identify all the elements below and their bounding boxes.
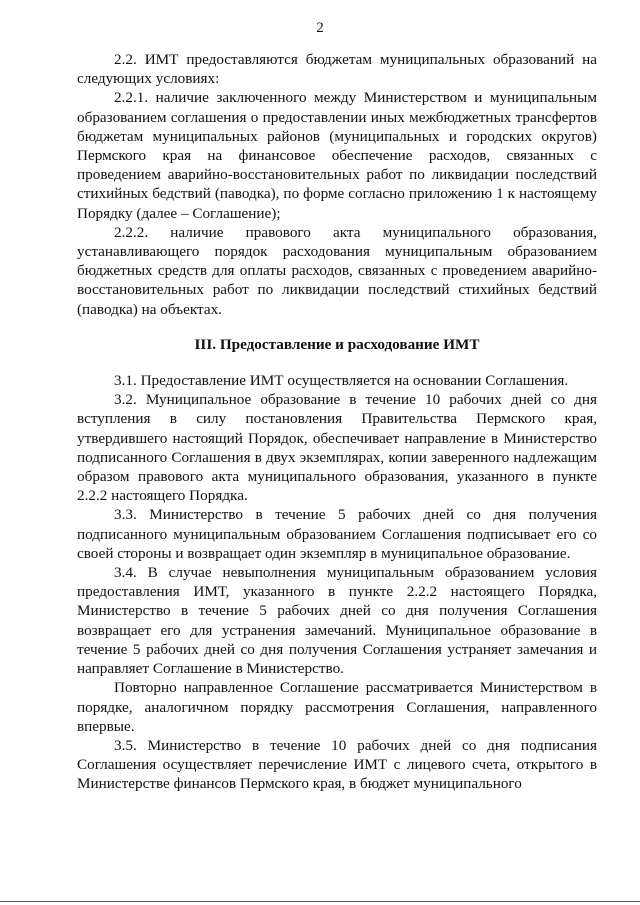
section-heading: III. Предоставление и расходование ИМТ [194, 335, 480, 353]
page-number: 2 [316, 20, 324, 36]
paragraph-2-2: 2.2. ИМТ предоставляются бюджетам муниципальных образований на следующих условиях: [77, 51, 597, 88]
paragraph-3-1: 3.1. Предоставление ИМТ осуществляется на основании Соглашения. [114, 372, 569, 390]
paragraph-3-5: 3.5. Министерство в течение 10 рабочих дней со дня подписания Соглашения осуществляет перечисление ИМТ с лицевого счета, открытого в Министерстве финансов Пермского края, в бюджет муниципального [77, 736, 597, 793]
paragraph-3-4: 3.4. В случае невыполнения муниципальным образованием условия предоставления ИМТ, указанного в пункте 2.2.2 настоящего Порядка, Министерство в течение 5 рабочих дней со дня получения Соглашения возвращает его для устранения замечаний. Муниципальное образование в течение 5 рабочих дней со дня получения Соглашения устраняет замечания и направляет Соглашение в Министерство. [77, 564, 597, 678]
paragraph-resubmission: Повторно направленное Соглашение рассматривается Министерством в порядке, аналогичном порядку рассмотрения Соглашения, направленного впервые. [77, 679, 597, 735]
paragraph-3-3: 3.3. Министерство в течение 5 рабочих дней со дня получения подписанного муниципальным образованием Соглашения подписывает его со своей стороны и возвращает один экземпляр в муниципальное образование. [77, 506, 597, 562]
paragraph-2-2-2: 2.2.2. наличие правового акта муниципального образования, устанавливающего порядок расходования муниципальным образованием бюджетных средств для оплаты расходов, связанных с проведением аварийно-восстановительных работ по ликвидации последствий стихийных бедствий (паводка) на объектах. [77, 223, 597, 318]
paragraph-2-2-1: 2.2.1. наличие заключенного между Министерством и муниципальным образованием соглашения о предоставлении иных межбюджетных трансфертов бюджетам муниципальных районов (муниципальных и городских округов) Пермского края на финансовое обеспечение расходов, связанных с проведением аварийно-восстановительных работ по ликвидации последствий стихийных бедствий (паводка), по форме согласно приложению 1 к настоящему Порядку (далее – Соглашение); [77, 89, 597, 222]
page-bottom-rule [0, 901, 640, 902]
paragraph-3-2: 3.2. Муниципальное образование в течение 10 рабочих дней со дня вступления в силу постановления Правительства Пермского края, утвердившего настоящий Порядок, обеспечивает направление в Министерство подписанного Соглашения в двух экземплярах, копии заверенного надлежащим образом правового акта муниципального образования, указанного в пункте 2.2.2 настоящего Порядка. [77, 391, 597, 505]
document-body [77, 50, 597, 794]
